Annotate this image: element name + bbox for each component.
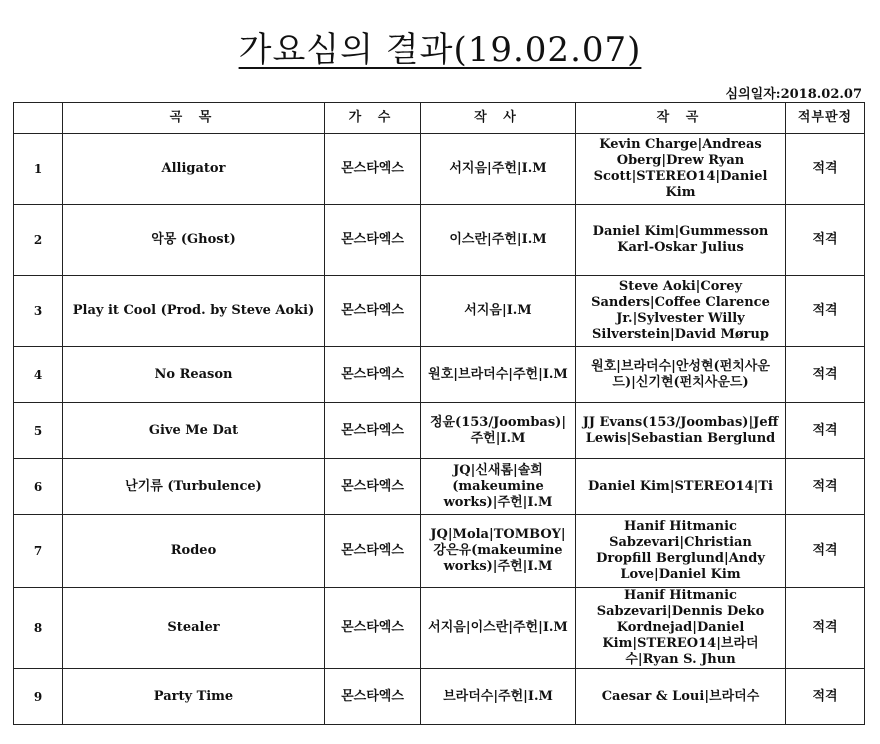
cell-judgment: 적격: [786, 515, 865, 588]
cell-judgment: 적격: [786, 459, 865, 515]
cell-lyricist: 정윤(153/Joombas)|주헌|I.M: [421, 403, 576, 459]
cell-singer: 몬스타엑스: [325, 205, 421, 276]
header-singer: 가 수: [325, 103, 421, 134]
cell-lyricist: 이스란|주헌|I.M: [421, 205, 576, 276]
cell-composer: Daniel Kim|Gummesson Karl-Oskar Julius: [576, 205, 786, 276]
cell-no: 8: [14, 588, 63, 669]
table-row: [14, 669, 865, 725]
cell-no: 1: [14, 134, 63, 205]
page-title: 가요심의 결과(19.02.07): [238, 30, 642, 70]
table-row: [14, 403, 865, 459]
cell-judgment: 적격: [786, 205, 865, 276]
cell-composer: Hanif Hitmanic Sabzevari|Dennis Deko Kordnejad|Daniel Kim|STEREO14|브라더수|Ryan S. Jhun: [576, 588, 786, 669]
cell-judgment: 적격: [786, 347, 865, 403]
header-composer: 작 곡: [576, 103, 786, 134]
review-results-table: [13, 102, 865, 725]
header-judgment: 적부판정: [786, 103, 865, 134]
cell-no: 4: [14, 347, 63, 403]
header-song: 곡 목: [63, 103, 325, 134]
cell-song: Alligator: [63, 134, 325, 205]
header-lyricist: 작 사: [421, 103, 576, 134]
table-header-row: [14, 103, 865, 134]
cell-composer: Caesar & Loui|브라더수: [576, 669, 786, 725]
cell-singer: 몬스타엑스: [325, 588, 421, 669]
review-date: 심의일자:2018.02.07: [725, 87, 862, 102]
cell-song: Stealer: [63, 588, 325, 669]
table-row: [14, 347, 865, 403]
cell-judgment: 적격: [786, 403, 865, 459]
cell-no: 5: [14, 403, 63, 459]
cell-judgment: 적격: [786, 588, 865, 669]
cell-song: Play it Cool (Prod. by Steve Aoki): [63, 276, 325, 347]
cell-composer: 원호|브라더수|안성현(펀치사운드)|신기현(펀치사운드): [576, 347, 786, 403]
cell-judgment: 적격: [786, 669, 865, 725]
cell-composer: Hanif Hitmanic Sabzevari|Christian Dropfill Berglund|Andy Love|Daniel Kim: [576, 515, 786, 588]
cell-no: 6: [14, 459, 63, 515]
cell-singer: 몬스타엑스: [325, 403, 421, 459]
cell-lyricist: JQ|Mola|TOMBOY|강은유(makeumine works)|주헌|I.M: [421, 515, 576, 588]
table-row: [14, 276, 865, 347]
cell-singer: 몬스타엑스: [325, 347, 421, 403]
table-row: [14, 205, 865, 276]
cell-lyricist: 서지음|I.M: [421, 276, 576, 347]
cell-lyricist: 서지음|주헌|I.M: [421, 134, 576, 205]
cell-no: 3: [14, 276, 63, 347]
cell-judgment: 적격: [786, 134, 865, 205]
cell-singer: 몬스타엑스: [325, 276, 421, 347]
header-no: [14, 103, 63, 134]
cell-singer: 몬스타엑스: [325, 134, 421, 205]
table-row: [14, 515, 865, 588]
cell-singer: 몬스타엑스: [325, 459, 421, 515]
cell-judgment: 적격: [786, 276, 865, 347]
cell-lyricist: 서지음|이스란|주헌|I.M: [421, 588, 576, 669]
cell-composer: Kevin Charge|Andreas Oberg|Drew Ryan Scott|STEREO14|Daniel Kim: [576, 134, 786, 205]
cell-no: 2: [14, 205, 63, 276]
table-row: [14, 459, 865, 515]
cell-composer: Steve Aoki|Corey Sanders|Coffee Clarence Jr.|Sylvester Willy Silverstein|David Mørup: [576, 276, 786, 347]
cell-lyricist: 브라더수|주헌|I.M: [421, 669, 576, 725]
cell-song: 악몽 (Ghost): [63, 205, 325, 276]
cell-song: No Reason: [63, 347, 325, 403]
cell-composer: JJ Evans(153/Joombas)|Jeff Lewis|Sebastian Berglund: [576, 403, 786, 459]
cell-singer: 몬스타엑스: [325, 515, 421, 588]
table-row: [14, 134, 865, 205]
cell-song: 난기류 (Turbulence): [63, 459, 325, 515]
cell-song: Give Me Dat: [63, 403, 325, 459]
cell-no: 7: [14, 515, 63, 588]
cell-song: Rodeo: [63, 515, 325, 588]
cell-singer: 몬스타엑스: [325, 669, 421, 725]
table-row: [14, 588, 865, 669]
cell-composer: Daniel Kim|STEREO14|Ti: [576, 459, 786, 515]
cell-no: 9: [14, 669, 63, 725]
cell-lyricist: 원호|브라더수|주헌|I.M: [421, 347, 576, 403]
cell-lyricist: JQ|신새롬|솔희(makeumine works)|주헌|I.M: [421, 459, 576, 515]
cell-song: Party Time: [63, 669, 325, 725]
